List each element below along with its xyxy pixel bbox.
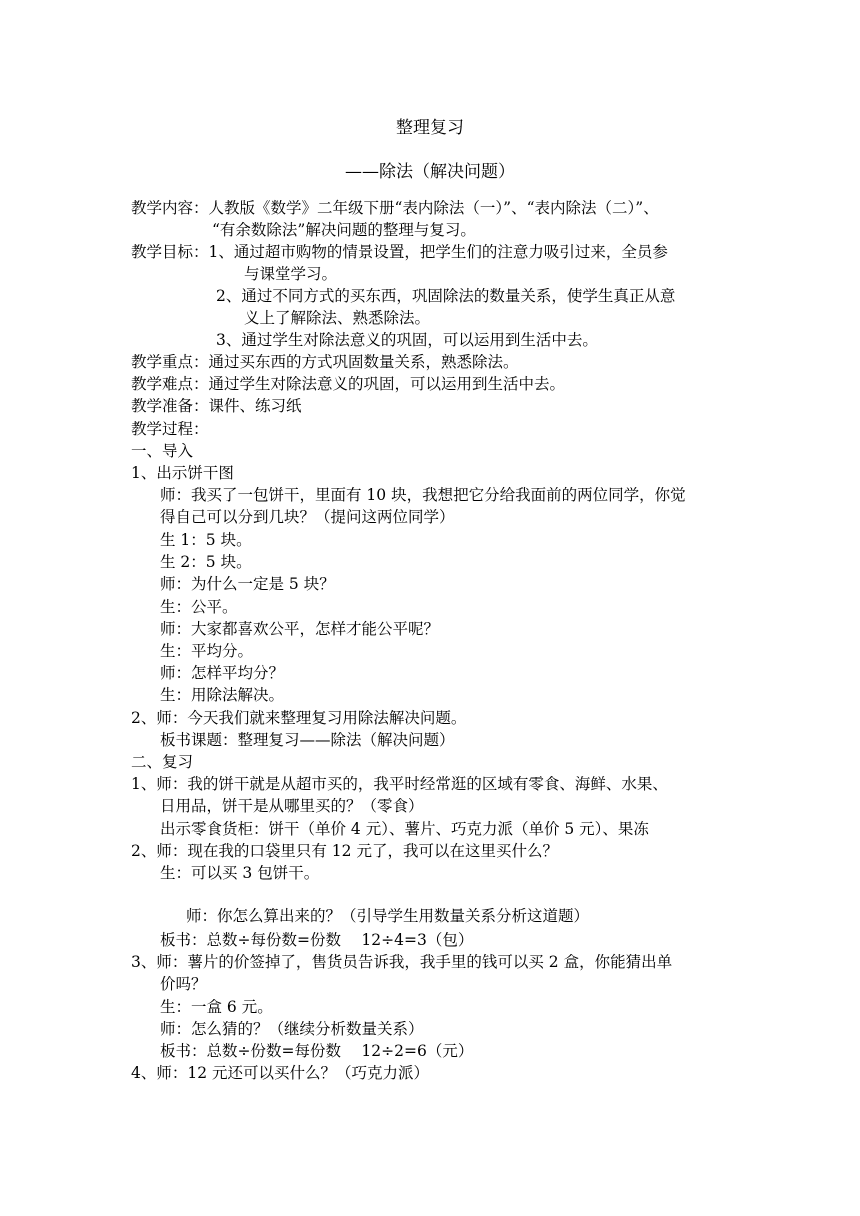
text-line: 教学难点：通过学生对除法意义的巩固，可以运用到生活中去。 bbox=[131, 375, 566, 393]
text-line: 1、出示饼干图 bbox=[131, 464, 234, 482]
text-line: 3、通过学生对除法意义的巩固，可以运用到生活中去。 bbox=[216, 331, 598, 349]
text-line: 二、复习 bbox=[131, 753, 194, 771]
text-line: 与课堂学习。 bbox=[244, 265, 338, 283]
text-line: 师：你怎么算出来的？（引导学生用数量关系分析这道题） bbox=[186, 907, 590, 925]
document-subtitle: ——除法（解决问题） bbox=[345, 162, 515, 182]
text-line: 3、师：薯片的价签掉了，售货员告诉我，我手里的钱可以买 2 盒，你能猜出单 bbox=[131, 953, 673, 971]
text-line: 义上了解除法、熟悉除法。 bbox=[244, 309, 431, 327]
text-line: 出示零食货柜：饼干（单价 4 元）、薯片、巧克力派（单价 5 元）、果冻 bbox=[160, 820, 649, 838]
text-line: 生：可以买 3 包饼干。 bbox=[160, 864, 320, 882]
text-line: 生 1：5 块。 bbox=[160, 531, 252, 549]
text-line: 师：为什么一定是 5 块？ bbox=[160, 575, 335, 593]
text-line: 板书课题：整理复习——除法（解决问题） bbox=[160, 731, 455, 749]
text-line: 板书：总数÷每份数=份数 12÷4=3（包） bbox=[160, 931, 474, 949]
text-line: 教学准备：课件、练习纸 bbox=[131, 397, 302, 415]
text-line: 2、师：今天我们就来整理复习用除法解决问题。 bbox=[131, 709, 467, 727]
document-title: 整理复习 bbox=[396, 118, 464, 138]
text-line: 师：大家都喜欢公平，怎样才能公平呢？ bbox=[160, 620, 440, 638]
text-line: 价吗？ bbox=[160, 975, 207, 993]
text-line: 板书：总数÷份数=每份数 12÷2=6（元） bbox=[160, 1042, 474, 1060]
text-line: 师：怎么猜的？（继续分析数量关系） bbox=[160, 1020, 424, 1038]
text-line: 生 2：5 块。 bbox=[160, 553, 252, 571]
text-line: 师：怎样平均分？ bbox=[160, 664, 285, 682]
text-line: 4、师：12 元还可以买什么？（巧克力派） bbox=[131, 1064, 430, 1082]
text-line: 得自己可以分到几块？（提问这两位同学） bbox=[160, 508, 455, 526]
text-line: 生：公平。 bbox=[160, 598, 238, 616]
text-line: 教学内容：人教版《数学》二年级下册“表内除法（一）”、“表内除法（二）”、 bbox=[131, 199, 659, 217]
text-line: 生：平均分。 bbox=[160, 642, 254, 660]
text-line: 生：用除法解决。 bbox=[160, 686, 285, 704]
text-line: 2、师：现在我的口袋里只有 12 元了，我可以在这里买什么？ bbox=[131, 842, 558, 860]
text-line: 一、导入 bbox=[131, 442, 194, 460]
text-line: 2、通过不同方式的买东西，巩固除法的数量关系，使学生真正从意 bbox=[216, 287, 676, 305]
text-line: 教学过程： bbox=[131, 420, 209, 438]
text-line: 日用品，饼干是从哪里买的？（零食） bbox=[160, 797, 424, 815]
text-line: 1、师：我的饼干就是从超市买的，我平时经常逛的区域有零食、海鲜、水果、 bbox=[131, 775, 668, 793]
text-line: 生：一盒 6 元。 bbox=[160, 998, 273, 1016]
text-line: 师：我买了一包饼干，里面有 10 块，我想把它分给我面前的两位同学，你觉 bbox=[160, 486, 686, 504]
text-line: “有余数除法”解决问题的整理与复习。 bbox=[212, 221, 476, 239]
text-line: 教学目标：1、通过超市购物的情景设置，把学生们的注意力吸引过来，全员参 bbox=[131, 243, 668, 261]
text-line: 教学重点：通过买东西的方式巩固数量关系，熟悉除法。 bbox=[131, 353, 519, 371]
